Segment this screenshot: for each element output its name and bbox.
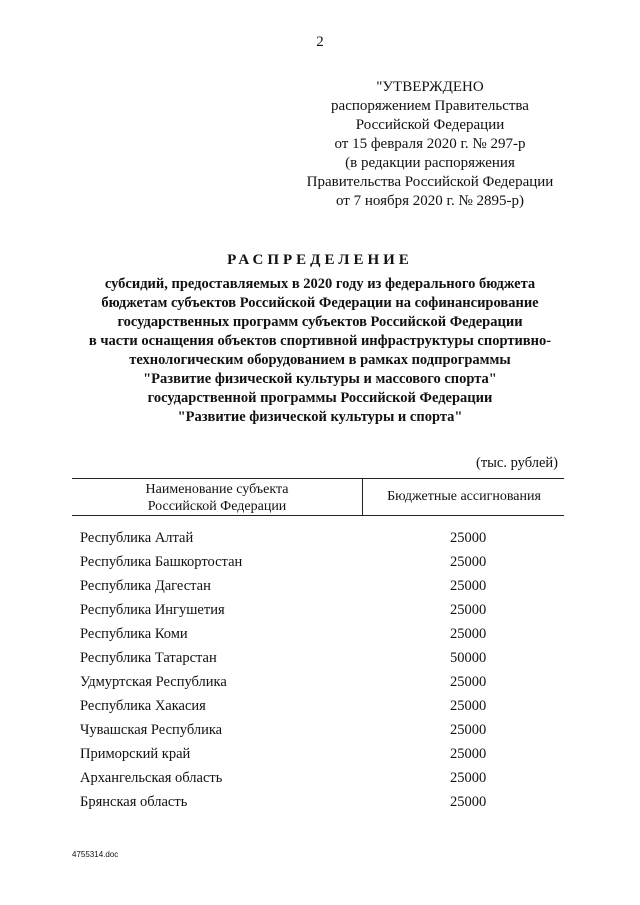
approval-line: распоряжением Правительства — [331, 98, 529, 114]
row-budget-value: 25000 — [450, 674, 487, 690]
subtitle-line: субсидий, предоставляемых в 2020 году из федерального бюджета — [104, 276, 536, 292]
table-row — [80, 554, 560, 578]
row-budget-value: 25000 — [450, 794, 487, 810]
subtitle-line: технологическим оборудованием в рамках подпрограммы — [129, 352, 511, 368]
table-row — [80, 602, 560, 626]
column-header-name-line: Российской Федерации — [147, 499, 287, 514]
row-budget-value: 25000 — [450, 770, 487, 786]
row-region-name: Республика Коми — [80, 626, 188, 642]
row-budget-value: 25000 — [450, 530, 487, 546]
row-region-name: Удмуртская Республика — [80, 674, 227, 690]
row-region-name: Республика Хакасия — [80, 698, 206, 714]
row-region-name: Республика Ингушетия — [80, 602, 225, 618]
row-budget-value: 50000 — [450, 650, 487, 666]
subtitle-line: государственной программы Российской Федерации — [147, 390, 493, 406]
units-label: (тыс. рублей) — [476, 455, 558, 471]
subtitle-line: "Развитие физической культуры и спорта" — [177, 409, 463, 425]
row-region-name: Республика Башкортостан — [80, 554, 243, 570]
row-budget-value: 25000 — [450, 602, 487, 618]
table-body — [80, 530, 560, 818]
table-row — [80, 794, 560, 818]
subtitle-line: бюджетам субъектов Российской Федерации на софинансирование — [101, 295, 539, 311]
file-reference: 4755314.doc — [72, 850, 119, 859]
table-row — [80, 530, 560, 554]
table-row — [80, 698, 560, 722]
approval-line: от 15 февраля 2020 г. № 297-р — [334, 136, 526, 152]
table-row — [80, 674, 560, 698]
approval-line: от 7 ноября 2020 г. № 2895-р) — [335, 193, 525, 209]
approval-line: Российской Федерации — [355, 117, 505, 133]
table-row — [80, 626, 560, 650]
document-subtitle — [0, 275, 640, 427]
subtitle-line: в части оснащения объектов спортивной инфраструктуры спортивно- — [88, 333, 552, 349]
row-budget-value: 25000 — [450, 722, 487, 738]
approval-line: (в редакции распоряжения — [345, 155, 515, 171]
column-header-name-line: Наименование субъекта — [145, 482, 289, 497]
row-budget-value: 25000 — [450, 626, 487, 642]
row-region-name: Брянская область — [80, 794, 188, 810]
document-title: РАСПРЕДЕЛЕНИЕ — [227, 252, 413, 268]
page-number: 2 — [316, 34, 324, 50]
table-header — [72, 478, 564, 516]
column-header-budget: Бюджетные ассигнования — [362, 479, 565, 515]
subtitle-line: государственных программ субъектов Российской Федерации — [117, 314, 523, 330]
row-region-name: Республика Алтай — [80, 530, 194, 546]
row-region-name: Приморский край — [80, 746, 191, 762]
table-row — [80, 578, 560, 602]
subtitle-line: "Развитие физической культуры и массового спорта" — [143, 371, 497, 387]
row-region-name: Архангельская область — [80, 770, 223, 786]
approval-line: "УТВЕРЖДЕНО — [376, 79, 484, 95]
row-region-name: Чувашская Республика — [80, 722, 223, 738]
row-budget-value: 25000 — [450, 746, 487, 762]
approval-block — [300, 78, 560, 211]
table-row — [80, 650, 560, 674]
row-budget-value: 25000 — [450, 698, 487, 714]
row-region-name: Республика Татарстан — [80, 650, 217, 666]
approval-line: Правительства Российской Федерации — [306, 174, 554, 190]
row-region-name: Республика Дагестан — [80, 578, 211, 594]
column-header-name — [72, 481, 362, 515]
table-row — [80, 770, 560, 794]
row-budget-value: 25000 — [450, 578, 487, 594]
row-budget-value: 25000 — [450, 554, 487, 570]
table-row — [80, 746, 560, 770]
table-row — [80, 722, 560, 746]
